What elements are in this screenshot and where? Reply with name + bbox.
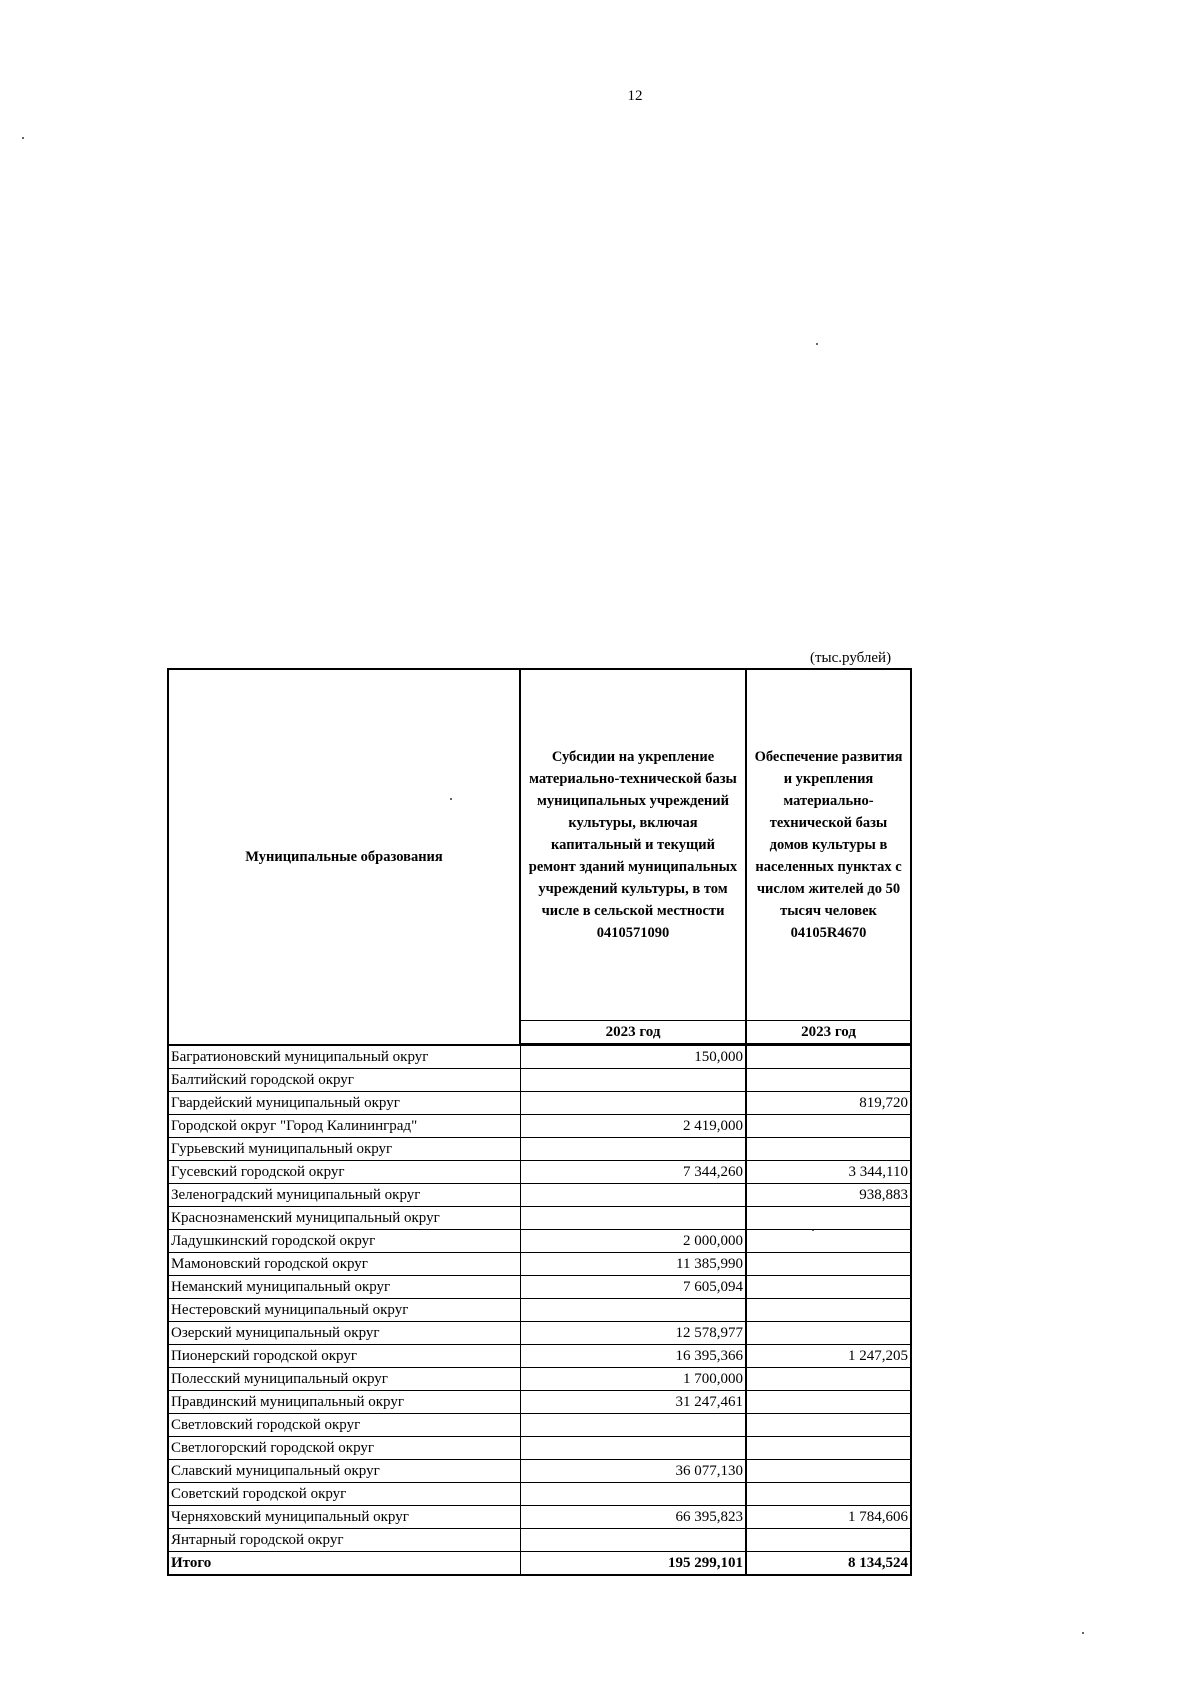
- row-name: Гвардейский муниципальный округ: [168, 1092, 520, 1115]
- table-row: [168, 1115, 911, 1138]
- table-row: [168, 1345, 911, 1368]
- header-year-col1: 2023 год: [520, 1021, 746, 1045]
- table-row: [168, 1207, 911, 1230]
- header-year-col2: 2023 год: [746, 1021, 911, 1045]
- row-value-culture-houses: [746, 1069, 911, 1092]
- row-value-culture-houses: [746, 1138, 911, 1161]
- header-culture-houses-04105R4670: Обеспечение развития и укрепления материально-технической базы домов культуры в населенных пунктах с числом жителей до 50 тысяч человек 04105R4670: [746, 669, 911, 1021]
- row-name: Ладушкинский городской округ: [168, 1230, 520, 1253]
- row-value-subsidies: [520, 1092, 746, 1115]
- row-name: Балтийский городской округ: [168, 1069, 520, 1092]
- table-row: [168, 1529, 911, 1552]
- table-row: [168, 1437, 911, 1460]
- row-value-subsidies: 11 385,990: [520, 1253, 746, 1276]
- table-row: [168, 1368, 911, 1391]
- row-value-subsidies: 12 578,977: [520, 1322, 746, 1345]
- row-value-culture-houses: [746, 1045, 911, 1069]
- table-row: [168, 1460, 911, 1483]
- row-value-culture-houses: [746, 1483, 911, 1506]
- row-value-culture-houses: [746, 1460, 911, 1483]
- row-value-subsidies: [520, 1207, 746, 1230]
- row-value-subsidies: [520, 1483, 746, 1506]
- row-value-culture-houses: [746, 1437, 911, 1460]
- row-value-culture-houses: [746, 1276, 911, 1299]
- row-name: Янтарный городской округ: [168, 1529, 520, 1552]
- row-name: Полесский муниципальный округ: [168, 1368, 520, 1391]
- row-value-subsidies: [520, 1437, 746, 1460]
- row-value-culture-houses: 8 134,524: [746, 1552, 911, 1576]
- row-value-culture-houses: [746, 1230, 911, 1253]
- table-body: [168, 1045, 911, 1576]
- row-value-culture-houses: [746, 1115, 911, 1138]
- row-name: Пионерский городской округ: [168, 1345, 520, 1368]
- row-value-subsidies: 2 000,000: [520, 1230, 746, 1253]
- row-value-subsidies: 16 395,366: [520, 1345, 746, 1368]
- row-value-subsidies: 7 605,094: [520, 1276, 746, 1299]
- header-subsidies-0410571090: Субсидии на укрепление материально-технической базы муниципальных учреждений культуры, включая капитальный и текущий ремонт зданий муниципальных учреждений культуры, в том числе в сельской местности 0410571090: [520, 669, 746, 1021]
- row-value-subsidies: [520, 1529, 746, 1552]
- row-value-subsidies: 36 077,130: [520, 1460, 746, 1483]
- row-value-subsidies: [520, 1138, 746, 1161]
- row-value-subsidies: [520, 1414, 746, 1437]
- row-name: Светлогорский городской округ: [168, 1437, 520, 1460]
- table-row: [168, 1253, 911, 1276]
- header-municipalities: Муниципальные образования: [168, 669, 520, 1045]
- table-row: [168, 1506, 911, 1529]
- row-value-culture-houses: [746, 1414, 911, 1437]
- row-value-subsidies: 195 299,101: [520, 1552, 746, 1576]
- row-name: Багратионовский муниципальный округ: [168, 1045, 520, 1069]
- table-row: [168, 1552, 911, 1576]
- row-name: Гурьевский муниципальный округ: [168, 1138, 520, 1161]
- table-row: [168, 1230, 911, 1253]
- subsidies-table: [167, 668, 912, 1576]
- table-row: [168, 1138, 911, 1161]
- table-row: [168, 1299, 911, 1322]
- row-name: Городской округ "Город Калининград": [168, 1115, 520, 1138]
- row-value-culture-houses: 1 784,606: [746, 1506, 911, 1529]
- row-name: Советский городской округ: [168, 1483, 520, 1506]
- row-name: Нестеровский муниципальный округ: [168, 1299, 520, 1322]
- row-value-culture-houses: 819,720: [746, 1092, 911, 1115]
- row-name: Зеленоградский муниципальный округ: [168, 1184, 520, 1207]
- row-value-culture-houses: [746, 1368, 911, 1391]
- row-value-culture-houses: [746, 1529, 911, 1552]
- row-value-culture-houses: 1 247,205: [746, 1345, 911, 1368]
- scan-speck: [816, 343, 818, 345]
- table-row: [168, 1161, 911, 1184]
- table-row: [168, 1045, 911, 1069]
- row-value-subsidies: 150,000: [520, 1045, 746, 1069]
- scan-speck: [22, 137, 24, 139]
- scan-speck: [1082, 1632, 1084, 1634]
- table-row: [168, 1483, 911, 1506]
- row-value-subsidies: 2 419,000: [520, 1115, 746, 1138]
- row-value-culture-houses: [746, 1391, 911, 1414]
- row-name: Светловский городской округ: [168, 1414, 520, 1437]
- table-row: [168, 1391, 911, 1414]
- row-name: Озерский муниципальный округ: [168, 1322, 520, 1345]
- row-value-subsidies: 31 247,461: [520, 1391, 746, 1414]
- table-row: [168, 1184, 911, 1207]
- row-name: Мамоновский городской округ: [168, 1253, 520, 1276]
- row-name: Итого: [168, 1552, 520, 1576]
- units-note: (тыс.рублей): [810, 650, 892, 666]
- row-value-culture-houses: [746, 1207, 911, 1230]
- table-row: [168, 1092, 911, 1115]
- row-name: Гусевский городской округ: [168, 1161, 520, 1184]
- row-value-subsidies: 1 700,000: [520, 1368, 746, 1391]
- table-row: [168, 1276, 911, 1299]
- row-value-culture-houses: [746, 1299, 911, 1322]
- row-value-subsidies: 66 395,823: [520, 1506, 746, 1529]
- row-value-subsidies: 7 344,260: [520, 1161, 746, 1184]
- row-value-culture-houses: 938,883: [746, 1184, 911, 1207]
- row-value-culture-houses: [746, 1322, 911, 1345]
- row-name: Неманский муниципальный округ: [168, 1276, 520, 1299]
- row-name: Черняховский муниципальный округ: [168, 1506, 520, 1529]
- page-number: 12: [627, 88, 643, 104]
- table-row: [168, 1322, 911, 1345]
- row-name: Краснознаменский муниципальный округ: [168, 1207, 520, 1230]
- row-value-subsidies: [520, 1184, 746, 1207]
- row-value-subsidies: [520, 1069, 746, 1092]
- row-name: Правдинский муниципальный округ: [168, 1391, 520, 1414]
- row-name: Славский муниципальный округ: [168, 1460, 520, 1483]
- row-value-subsidies: [520, 1299, 746, 1322]
- row-value-culture-houses: [746, 1253, 911, 1276]
- table-row: [168, 1069, 911, 1092]
- table-row: [168, 1414, 911, 1437]
- row-value-culture-houses: 3 344,110: [746, 1161, 911, 1184]
